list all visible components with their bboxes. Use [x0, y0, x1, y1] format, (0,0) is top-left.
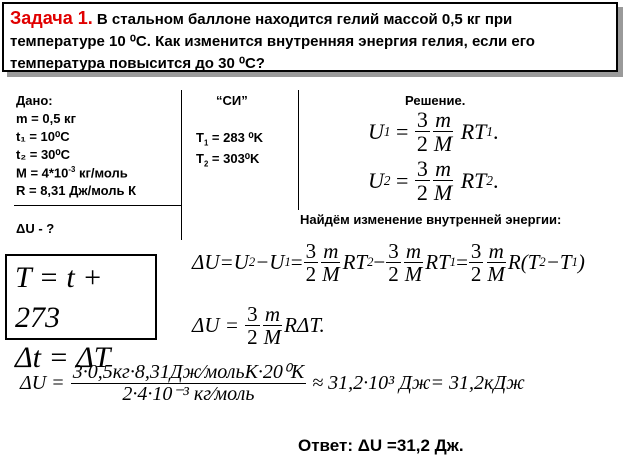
problem-statement-box [2, 2, 618, 72]
given-vertical-divider [181, 90, 182, 240]
equation-delta-u-expansion: ΔU=U 2 −U 1 = $\frac{3}{2}$ $\frac{m}{M}$ RT 2 − $\frac{3}{2}$ $\frac{m}{M}$ RT 1 = $\frac{3}{2}$ $\frac{m}{M}$ R(T 2 −T 1 ) [192, 239, 585, 287]
given-molar-mass: $M = 4*10^{-3}$ кг/моль [16, 165, 128, 181]
given-title: Дано: [16, 93, 53, 108]
given-t1: t₁ = 10⁰С [16, 129, 70, 144]
given-t2: t₂ = 30⁰С [16, 147, 70, 162]
si-t2: $T_2 = 303^0K$ [196, 151, 260, 169]
given-gas-constant: R = 8,31 Дж/моль К [16, 183, 137, 198]
equation-numeric-calculation: ΔU = $\frac{\text{3·0,5кг·8,31Дж⁄мольК·20⁰К}}{\text{2·4·10⁻³ кг⁄моль}}$ ≈ 31,2·10³ Дж= 31,2кДж [20, 361, 525, 405]
given-mass: m = 0,5 кг [16, 111, 76, 126]
problem-statement [10, 7, 610, 75]
si-vertical-divider [298, 90, 299, 210]
equation-u2: U 2 = $\frac{3}{2}$ $\frac{m}{M}$ RT 2 . [368, 156, 499, 206]
find-quantity: ΔU - ? [16, 221, 55, 236]
solution-title: Решение. [405, 93, 466, 108]
equation-u1: U 1 = $\frac{3}{2}$ $\frac{m}{M}$ RT 1 . [368, 107, 499, 157]
problem-text: В стальном баллоне находится гелий массой 0,5 кг при температуре 10 ⁰С. Как изменится внутренняя энергия гелия, если его температура повысится до 30 ⁰С? [10, 11, 535, 72]
formula-box [5, 254, 157, 374]
equation-delta-u-simplified: ΔU = $\frac{3}{2}$ $\frac{m}{M}$ RΔT. [192, 302, 325, 350]
calculation-denominator: 2·4·10⁻³ кг⁄моль [122, 383, 255, 405]
answer: Ответ: ΔU =31,2 Дж. [298, 436, 464, 455]
solution-subtitle: Найдём изменение внутренней энергии: [300, 212, 562, 227]
calculation-numerator: 3·0,5кг·8,31Дж⁄мольК·20⁰К [72, 361, 305, 383]
formula-temperature-difference: Δt = ΔT [15, 341, 111, 374]
si-title: “СИ” [216, 93, 248, 108]
given-divider [14, 205, 182, 206]
si-t1: $T_1 = 283$ ⁰K [196, 130, 264, 148]
calculation-result: ≈ 31,2·10³ Дж= 31,2кДж [312, 372, 525, 394]
formula-temperature-conversion: T = t + 273 [15, 261, 103, 334]
problem-label: Задача 1. [10, 8, 93, 28]
